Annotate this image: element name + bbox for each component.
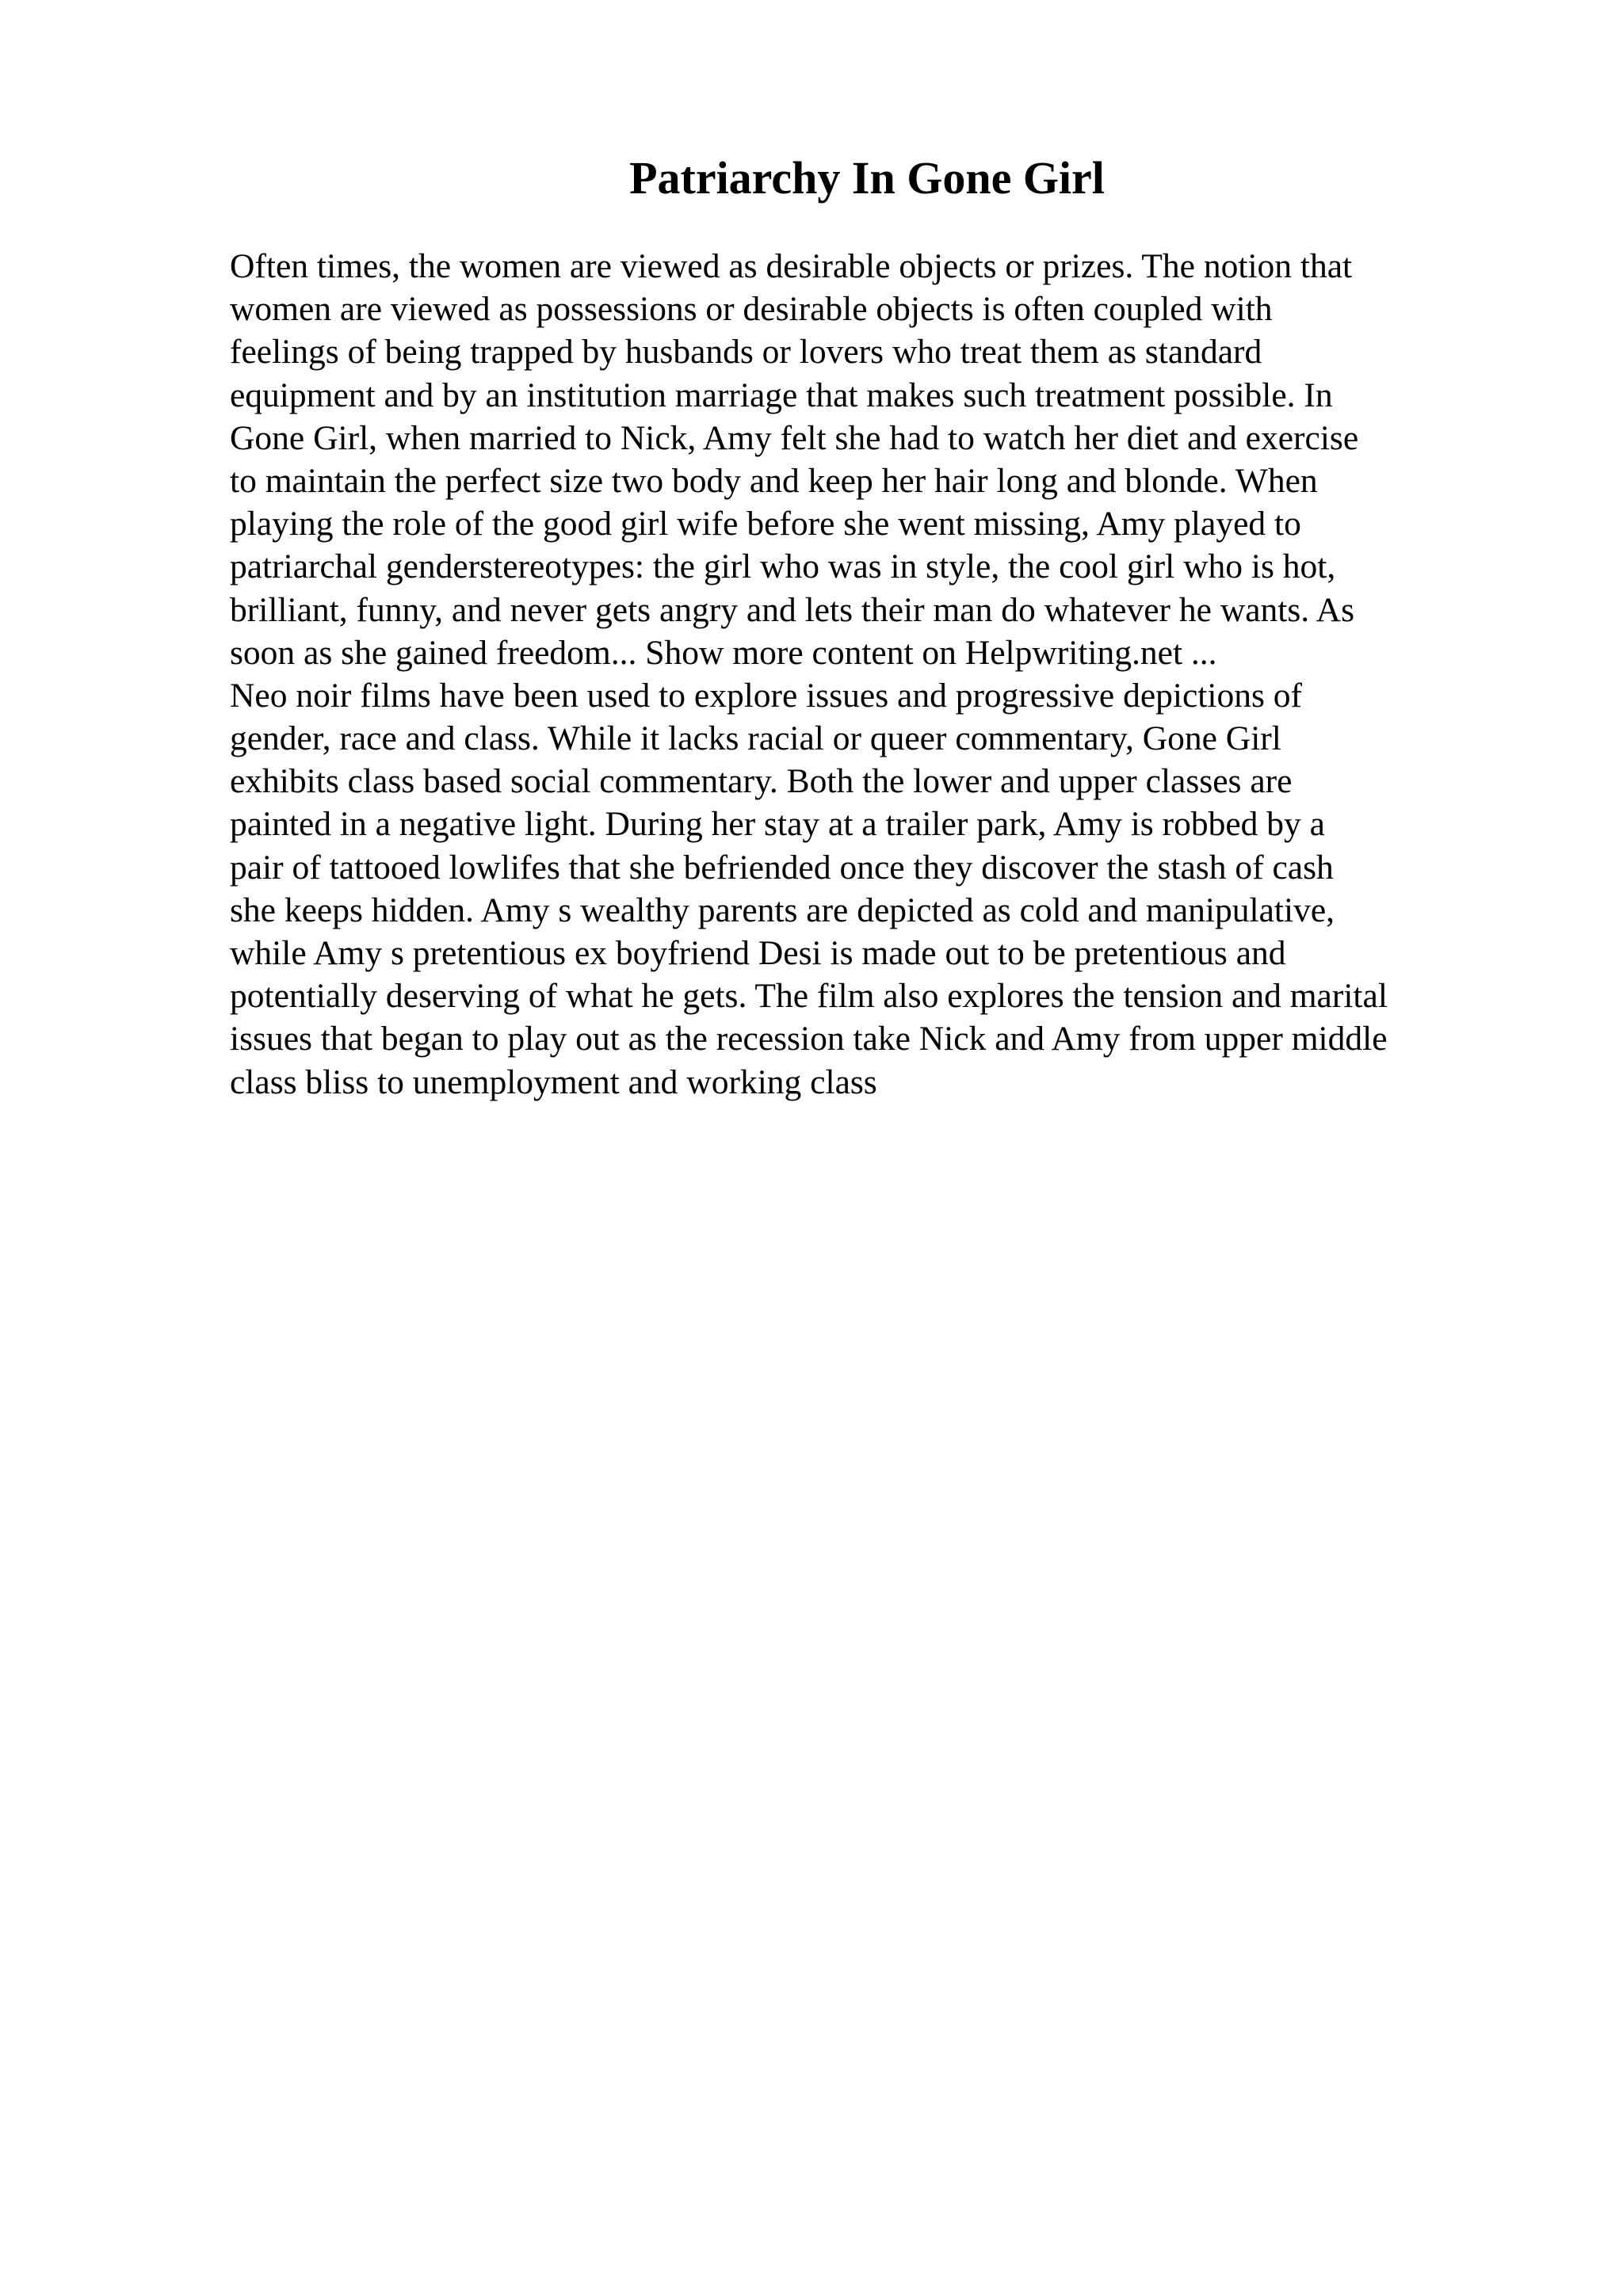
- text-line: exhibits class based social commentary. Both the lower and upper classes are: [230, 762, 1293, 801]
- page-title: Patriarchy In Gone Girl: [629, 152, 1105, 204]
- text-line: Neo noir films have been used to explore issues and progressive depictions of: [230, 676, 1303, 715]
- body-text: [230, 245, 1482, 1104]
- text-line: brilliant, funny, and never gets angry and lets their man do whatever he wants. As: [230, 590, 1354, 629]
- text-line: gender, race and class. While it lacks racial or queer commentary, Gone Girl: [230, 719, 1281, 758]
- text-line: soon as she gained freedom... Show more content on Helpwriting.net ...: [230, 633, 1217, 672]
- text-line: issues that began to play out as the recession take Nick and Amy from upper middle: [230, 1020, 1388, 1058]
- text-line: potentially deserving of what he gets. The film also explores the tension and marital: [230, 977, 1388, 1016]
- text-line: equipment and by an institution marriage that makes such treatment possible. In: [230, 376, 1333, 414]
- text-line: class bliss to unemployment and working class: [230, 1062, 877, 1101]
- text-line: playing the role of the good girl wife before she went missing, Amy played to: [230, 505, 1301, 543]
- text-line: Gone Girl, when married to Nick, Amy felt she had to watch her diet and exercise: [230, 418, 1359, 457]
- text-line: Often times, the women are viewed as desirable objects or prizes. The notion that: [230, 247, 1353, 285]
- text-line: she keeps hidden. Amy s wealthy parents are depicted as cold and manipulative,: [230, 891, 1335, 929]
- text-line: pair of tattooed lowlifes that she befriended once they discover the stash of cash: [230, 848, 1334, 887]
- text-line: to maintain the perfect size two body and keep her hair long and blonde. When: [230, 461, 1318, 500]
- text-line: feelings of being trapped by husbands or lovers who treat them as standard: [230, 333, 1262, 372]
- text-line: painted in a negative light. During her stay at a trailer park, Amy is robbed by a: [230, 805, 1325, 844]
- text-line: patriarchal genderstereotypes: the girl who was in style, the cool girl who is hot,: [230, 547, 1336, 586]
- text-line: while Amy s pretentious ex boyfriend Desi is made out to be pretentious and: [230, 934, 1286, 972]
- text-line: women are viewed as possessions or desirable objects is often coupled with: [230, 290, 1273, 329]
